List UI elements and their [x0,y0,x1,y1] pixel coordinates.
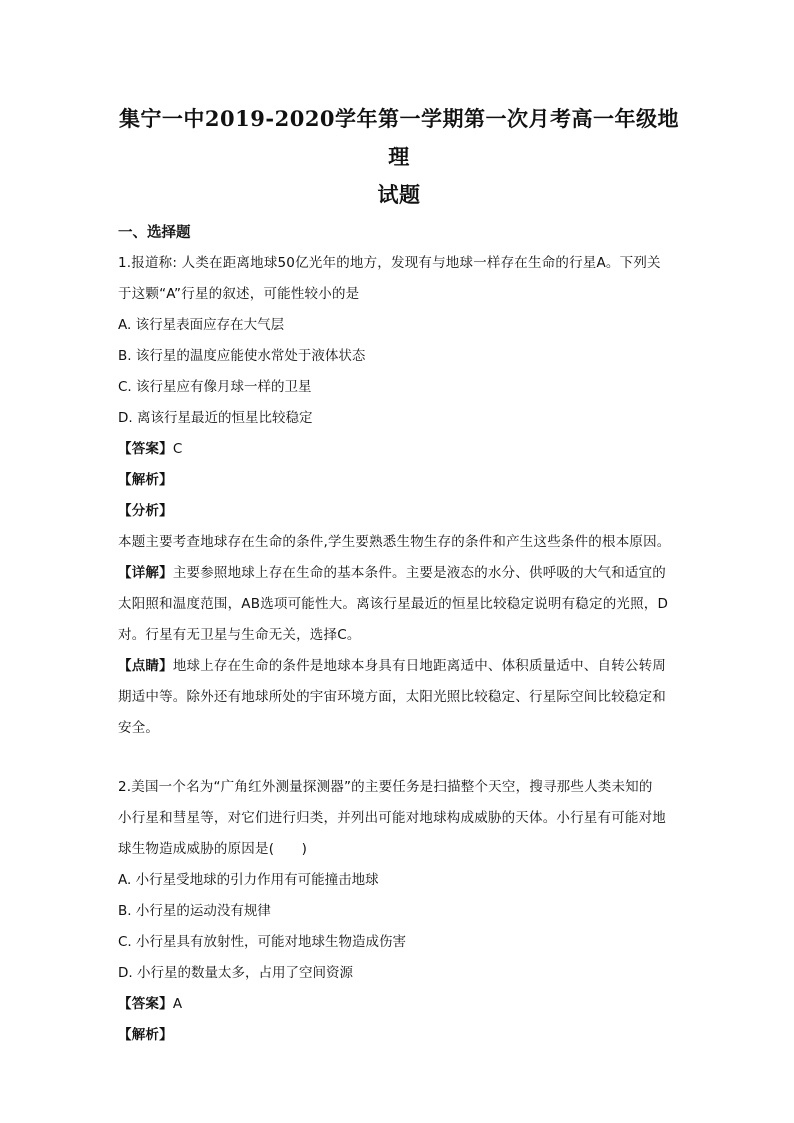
fenxi-heading [118,496,680,527]
option-c: C. 该行星应有像月球一样的卫星 [118,379,312,395]
xiangjie-tag: 【详解】 [118,565,173,581]
dianjing-line [118,651,680,682]
xiangjie-text-cont: 对。行星有无卫星与生命无关，选择C。 [118,627,361,643]
page-title: 集宁一中2019-2020学年第一学期第一次月考高一年级地理 [118,106,680,169]
analysis-heading [118,1020,680,1051]
option-b: B. 小行星的运动没有规律 [118,903,271,919]
fenxi-tag: 【分析】 [118,503,173,519]
answer-value: C [172,441,183,457]
option-d: D. 小行星的数量太多，占用了空间资源 [118,965,353,981]
dianjing-text-cont: 期适中等。除外还有地球所处的宇宙环境方面，太阳光照比较稳定、行星际空间比较稳定和 [118,689,666,705]
dianjing-text-cont: 安全。 [118,720,160,736]
analysis-tag: 【解析】 [118,472,173,488]
page-title-line2: 试题 [377,182,421,207]
dianjing-text: 地球上存在生命的条件是地球本身具有日地距离适中、体积质量适中、自转公转周 [172,658,667,674]
dianjing-tag: 【点睛】 [118,658,173,674]
xiangjie-line [118,558,680,589]
question-stem: 2.美国一个名为“广角红外测量探测器”的主要任务是扫描整个天空，搜寻那些人类未知的 [118,779,653,795]
answer-value: A [172,996,183,1012]
option-a: A. 该行星表面应存在大气层 [118,317,285,333]
analysis-tag: 【解析】 [118,1027,173,1043]
question-stem-cont: 球生物造成威胁的原因是( ) [118,841,308,857]
option-a: A. 小行星受地球的引力作用有可能撞击地球 [118,872,379,888]
analysis-heading [118,465,680,496]
question-stem: 1.报道称: 人类在距离地球50亿光年的地方，发现有与地球一样存在生命的行星A。下列关 [118,255,661,271]
answer-tag: 【答案】 [118,996,173,1012]
question-gap [118,744,680,772]
question-stem-cont: 于这颗“A”行星的叙述，可能性较小的是 [118,286,360,302]
question-stem-cont: 小行星和彗星等，对它们进行归类，并列出可能对地球构成威胁的天体。小行星有可能对地 [118,810,666,826]
option-c: C. 小行星具有放射性，可能对地球生物造成伤害 [118,934,407,950]
option-b: B. 该行星的温度应能使水常处于液体状态 [118,348,366,364]
answer-tag: 【答案】 [118,441,173,457]
option-d: D. 离该行星最近的恒星比较稳定 [118,410,313,426]
section-heading: 一、选择题 [118,225,191,241]
fenxi-text: 本题主要考查地球存在生命的条件,学生要熟悉生物生存的条件和产生这些条件的根本原因。 [118,534,671,550]
answer-line [118,989,680,1020]
xiangjie-text: 主要参照地球上存在生命的基本条件。主要是液态的水分、供呼吸的大气和适宜的 [172,565,667,581]
question-1 [118,248,680,744]
question-2 [118,772,680,1051]
xiangjie-text-cont: 太阳照和温度范围，AB选项可能性大。离该行星最近的恒星比较稳定说明有稳定的光照，D [118,596,669,612]
answer-line [118,434,680,465]
